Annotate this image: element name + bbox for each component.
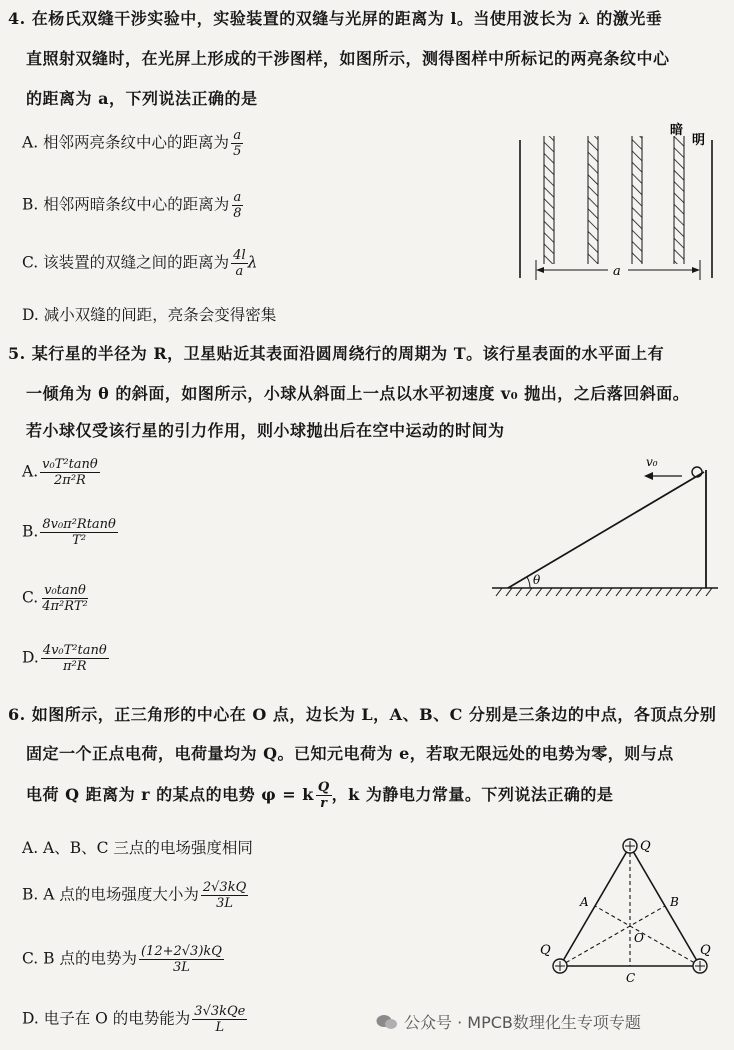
q4-option-a-frac — [231, 128, 243, 159]
q6-option-c-text: C. B 点的电势为 — [22, 949, 137, 968]
q5-option-b — [22, 517, 118, 548]
velocity-arrowhead-icon — [644, 472, 653, 480]
q6-option-d-frac — [192, 1004, 247, 1035]
q5-option-c-frac — [40, 583, 89, 614]
q4-option-c-lambda: λ — [247, 253, 258, 272]
q5-option-a — [22, 457, 100, 488]
q4-option-a — [22, 128, 243, 159]
q5-option-a-frac — [40, 457, 100, 488]
label-a: A — [580, 895, 589, 909]
label-b: B — [670, 895, 679, 909]
q6-option-b-text: B. A 点的电场强度大小为 — [22, 885, 199, 904]
dimension-arrow-right-icon — [692, 267, 700, 273]
q4-option-c-frac — [231, 248, 247, 279]
dimension-arrow-left-icon — [536, 267, 544, 273]
watermark-text: 公众号 · MPCB数理化生专项专题 — [404, 1013, 641, 1032]
frac-num: a — [233, 128, 242, 143]
watermark — [376, 1010, 641, 1033]
q5-option-d-frac — [41, 643, 109, 674]
frac-num: 3√3kQe — [194, 1004, 246, 1019]
frac-den: 2π²R — [54, 473, 86, 488]
q6-option-c-frac — [139, 944, 224, 975]
frac-num: 8v₀π²Rtanθ — [42, 517, 116, 532]
q4-option-b-frac — [231, 190, 243, 221]
frac-den: 4π²RT² — [42, 599, 88, 614]
q6-stem-line1: 6. 如图所示，正三角形的中心在 O 点，边长为 L，A、B、C 分别是三条边的中点，各顶点分别 — [8, 705, 717, 724]
dark-fringe — [632, 136, 642, 264]
charge-right-icon — [693, 959, 707, 973]
frac-den: π²R — [62, 659, 87, 674]
q5-option-c — [22, 583, 90, 614]
q5-option-c-label: C. — [22, 588, 39, 607]
q5-incline-figure — [486, 450, 722, 600]
frac-den: 3L — [216, 896, 234, 911]
q5-option-b-label: B. — [22, 522, 39, 541]
frac-den: 8 — [233, 206, 242, 221]
label-theta: θ — [533, 573, 541, 587]
label-dark: 暗 — [670, 123, 684, 138]
frac-num: Q — [317, 780, 330, 795]
q4-option-d: D. 减小双缝的间距，亮条会变得密集 — [22, 306, 277, 324]
q4-stem-line2: 直照射双缝时，在光屏上形成的干涉图样，如图所示，测得图样中所标记的两亮条纹中心 — [26, 49, 670, 68]
frac-num: v₀T²tanθ — [42, 457, 98, 472]
q6-option-a: A. A、B、C 三点的电场强度相同 — [22, 839, 253, 857]
q6-triangle-figure — [530, 832, 720, 982]
q5-option-a-label: A. — [22, 462, 39, 481]
incline-surface — [508, 472, 704, 588]
q5-option-d — [22, 643, 109, 674]
q5-option-b-frac — [40, 517, 118, 548]
q6-option-d — [22, 1004, 247, 1035]
q4-option-c — [22, 248, 257, 279]
label-q-right: Q — [700, 943, 711, 958]
frac-num: a — [233, 190, 242, 205]
dark-fringe — [588, 136, 598, 264]
q5-stem-line2: 一倾角为 θ 的斜面，如图所示，小球从斜面上一点以水平初速度 v₀ 抛出，之后落回斜面。 — [26, 384, 690, 403]
label-o: O — [634, 931, 644, 945]
frac-den: a — [235, 264, 244, 279]
frac-num: 4v₀T²tanθ — [42, 643, 107, 658]
charge-left-icon — [553, 959, 567, 973]
q6-option-b-frac — [201, 880, 248, 911]
label-c: C — [626, 971, 636, 982]
q4-option-b — [22, 190, 244, 221]
dark-fringe — [544, 136, 554, 264]
q6-option-c — [22, 944, 224, 975]
charge-top-icon — [623, 839, 637, 853]
q6-potential-frac — [316, 780, 332, 811]
frac-num: 4l — [233, 248, 246, 263]
q5-option-d-label: D. — [22, 648, 39, 667]
wechat-icon — [376, 1013, 398, 1031]
q6-option-d-text: D. 电子在 O 的电势能为 — [22, 1009, 191, 1028]
frac-den: L — [215, 1020, 225, 1035]
q4-option-b-text: B. 相邻两暗条纹中心的距离为 — [22, 195, 230, 214]
frac-den: r — [320, 796, 328, 811]
q4-stem-line1: 4. 在杨氏双缝干涉实验中，实验装置的双缝与光屏的距离为 l。当使用波长为 λ 的激光垂 — [8, 9, 663, 28]
frac-num: (12+2√3)kQ — [140, 944, 222, 959]
q6-stem-line2: 固定一个正点电荷，电荷量均为 Q。已知元电荷为 e，若取无限远处的电势为零，则与点 — [26, 744, 674, 763]
q5-stem-line1: 5. 某行星的半径为 R，卫星贴近其表面沿圆周绕行的周期为 T。该行星表面的水平面上有 — [8, 344, 665, 363]
q5-stem-line3: 若小球仅受该行星的引力作用，则小球抛出后在空中运动的时间为 — [26, 421, 505, 440]
ground-hatching — [496, 588, 712, 596]
q4-option-c-text: C. 该装置的双缝之间的距离为 — [22, 253, 230, 272]
q4-fringe-figure — [508, 118, 723, 298]
label-bright: 明 — [692, 133, 706, 148]
label-q-left: Q — [540, 943, 551, 958]
frac-num: 2√3kQ — [202, 880, 247, 895]
dark-fringe — [674, 136, 684, 264]
label-v0: v₀ — [646, 455, 658, 469]
q6-stem-line3-b: ，k 为静电力常量。下列说法正确的是 — [331, 785, 614, 804]
label-q-top: Q — [640, 839, 651, 854]
q6-option-b — [22, 880, 248, 911]
frac-num: v₀tanθ — [44, 583, 86, 598]
angle-arc — [527, 577, 530, 588]
q4-stem-line3: 的距离为 a，下列说法正确的是 — [26, 89, 258, 108]
frac-den: 3L — [173, 960, 190, 975]
label-a: a — [613, 264, 621, 279]
q6-stem-line3-a: 电荷 Q 距离为 r 的某点的电势 φ = k — [26, 785, 314, 804]
q4-option-a-text: A. 相邻两亮条纹中心的距离为 — [22, 133, 230, 152]
q6-stem-line3 — [26, 780, 613, 811]
frac-den: T² — [72, 533, 87, 548]
frac-den: 5 — [233, 144, 242, 159]
